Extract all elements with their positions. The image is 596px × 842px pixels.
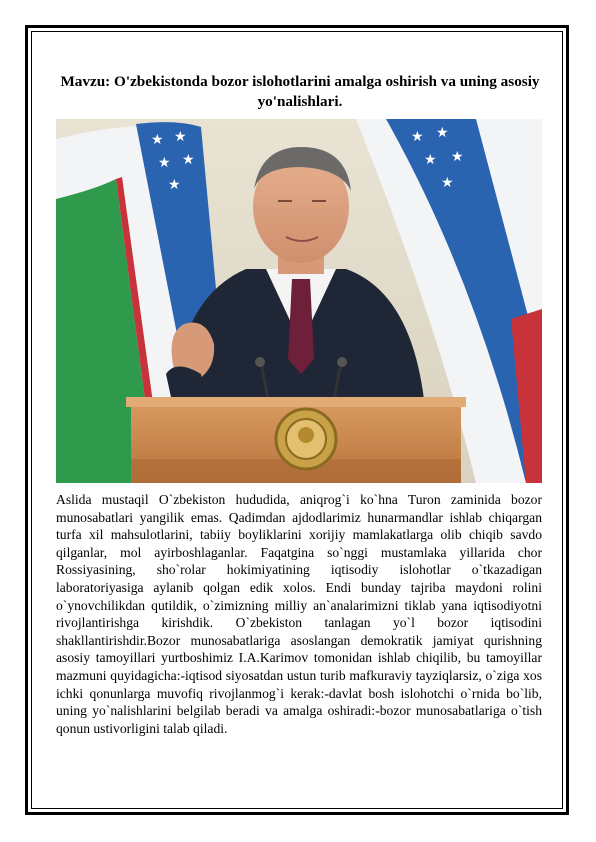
svg-text:★: ★ [411,129,424,145]
svg-text:★: ★ [436,125,449,141]
svg-text:★: ★ [168,177,181,193]
svg-text:★: ★ [151,132,164,148]
podium [126,397,466,483]
svg-text:★: ★ [441,175,454,191]
body-paragraph: Aslida mustaqil O`zbekiston hududida, aniqrog`i ko`hna Turon zaminida bozor munosabatlari yangilik emas. Qadimdan ajdodlarimiz hunarmandlar ishlab chiqargan turfa xil mahsulotlarini, tabiiy boyliklarini xorijiy mamlakatlarga olib chiqib savdo qilganlar, mol ayirboshlaganlar. Faqatgina so`nggi mustamlaka yillarida chor Rossiyasining, sho`rolar hokimiyatining iqtisodiy islohotlar o`tkazadigan laboratoriyasiga aylanib qolgan edik xolos. Endi bunday tajriba maydoni rolini o`ynovchilikdan qutildik, o`zimizning milliy an`analarimizni tiklab yana iqtisodiyotni rivojlantirishga kirishdik. O`zbekiston tanlagan yo`l bozor iqtisodini shakllantirishdir.Bozor munosabatlariga asoslangan demokratik jamiyat qurishning asosiy tamoyillari yurtboshimiz I.A.Karimov tomonidan ishlab chiqilib, bu tamoyillar mazmuni quyidagicha:-iqtisod siyosatdan ustun turib mafkuraviy tayziqlarsiz, o`ziga xos ichki qonunlarga muvofiq rivojlanmog`i kerak:-davlat bosh islohotchi o`rnida bo`lib, uning yo`nalishlarini belgilab beradi va amalga oshiradi:-bozor munosabatlariga o`tish qonun ustivorligini talab qiladi. [56,492,542,736]
svg-text:★: ★ [174,129,187,145]
svg-text:★: ★ [158,155,171,171]
svg-text:★: ★ [451,149,464,165]
svg-text:★: ★ [424,152,437,168]
speaker-photo [56,119,542,483]
svg-text:★: ★ [182,152,195,168]
document-title: Mavzu: O'zbekistonda bozor islohotlarini amalga oshirish va uning asosiy yo'nalishlari. [60,73,540,110]
